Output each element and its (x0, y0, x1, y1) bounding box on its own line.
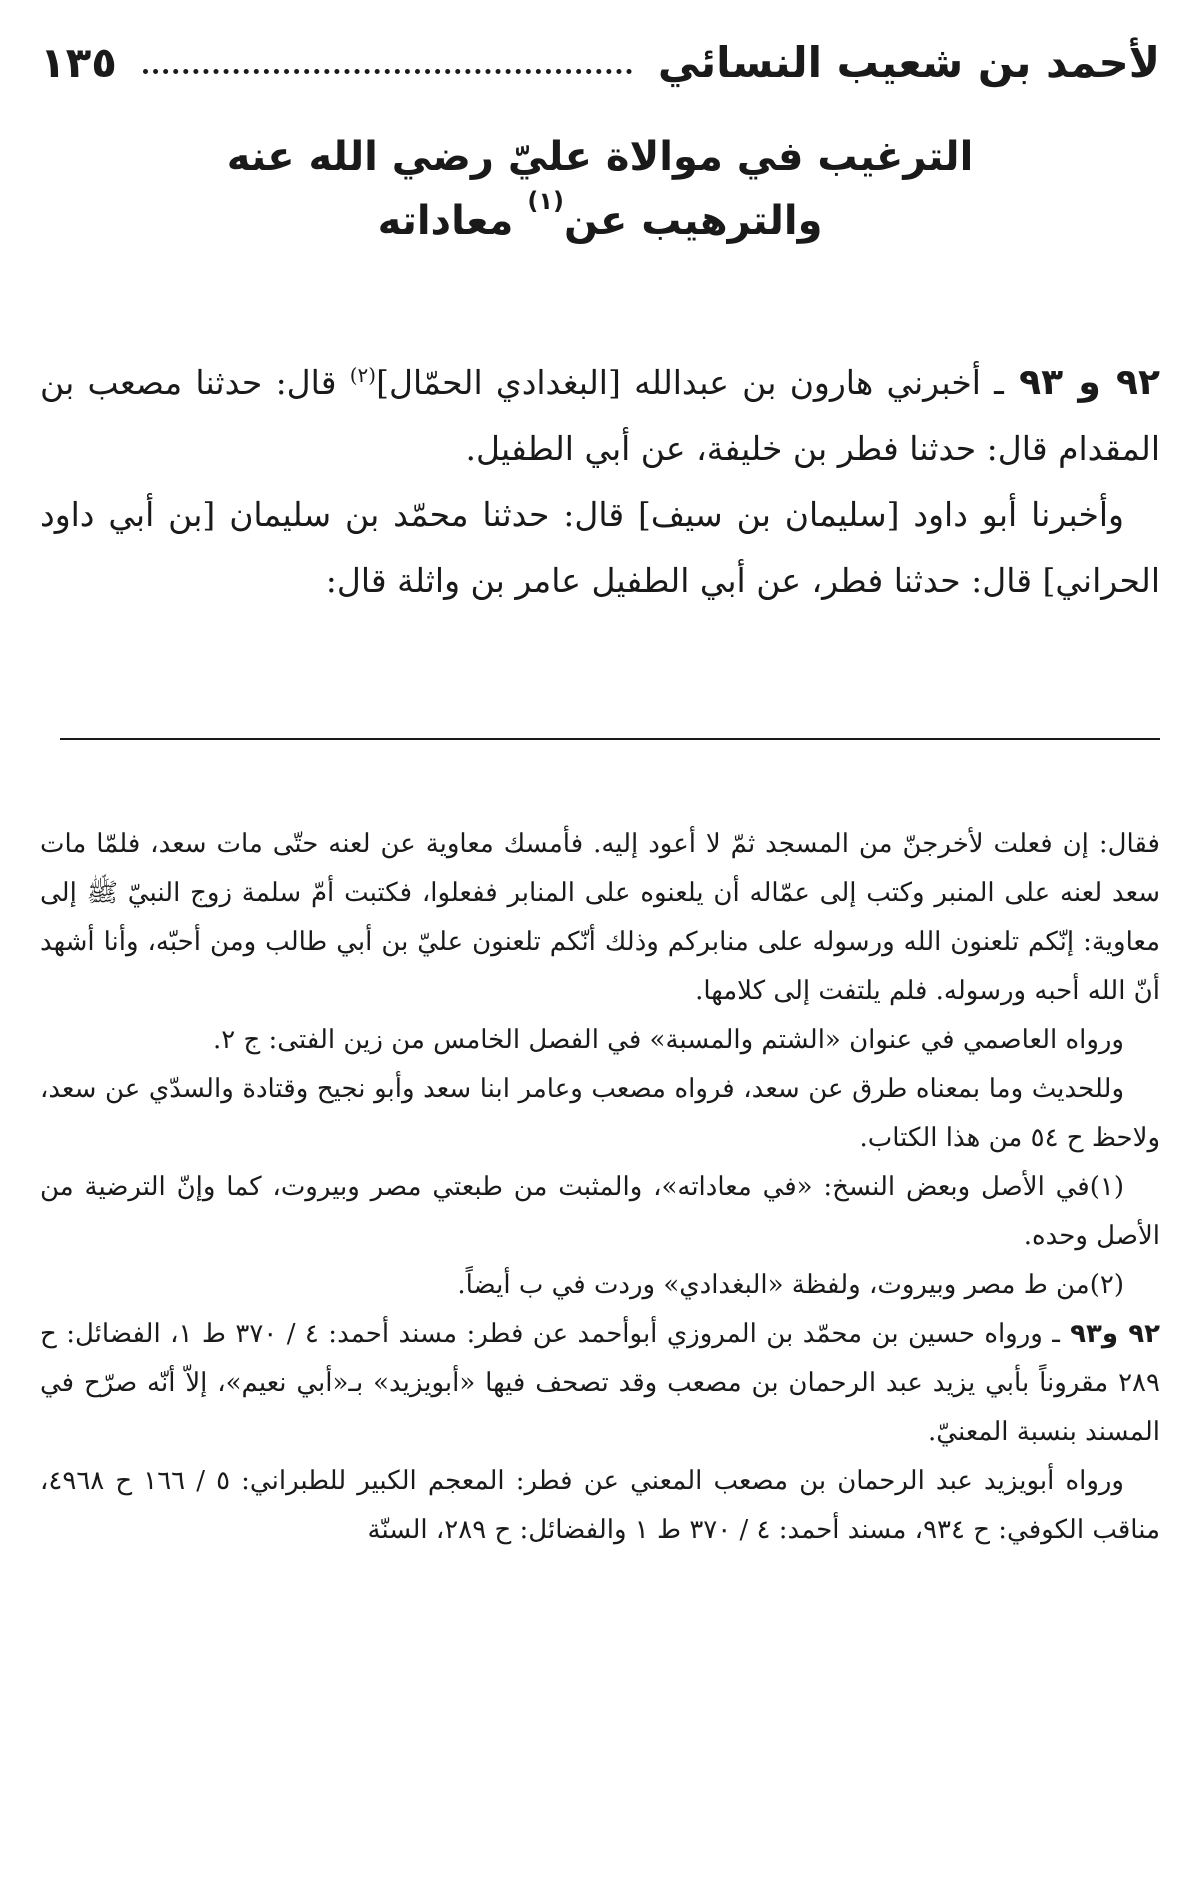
header-dotted-leader (143, 69, 632, 74)
hadith-isnad-1a: ـ أخبرني هارون بن عبدالله [البغدادي الحمّال] (376, 363, 1004, 402)
hadith-paragraph-1 (40, 350, 1160, 482)
footnote-ref-1: (١) (527, 187, 564, 215)
footnote-takhrij-text: ـ ورواه حسين بن محمّد بن المروزي أبوأحمد عن فطر: مسند أحمد: ٤ / ٣٧٠ ط ١، الفضائل: ح ٢٨٩ مقروناً بأبي يزيد عبد الرحمان بن مصعب وقد تصحف فيها «أبويزيد» بـ«أبي نعيم»، إلاّ أنّه صرّح في المسند بنسبة المعنيّ. (40, 1319, 1160, 1447)
chapter-title-line-1: الترغيب في موالاة عليّ رضي الله عنه (226, 134, 974, 180)
footnote-1: (١)في الأصل وبعض النسخ: «في معاداته»، والمثبت من طبعتي مصر وبيروت، كما وإنّ الترضية من الأصل وحده. (40, 1172, 1160, 1251)
chapter-title-line-2-end: معاداته (377, 198, 528, 244)
chapter-title-line-2 (40, 189, 1160, 253)
hadith-paragraph-2: وأخبرنا أبو داود [سليمان بن سيف] قال: حدثنا محمّد بن سليمان [بن أبي داود الحراني] قال: حدثنا فطر، عن أبي الطفيل عامر بن واثلة قال: (40, 495, 1160, 600)
footnotes (40, 820, 1160, 1555)
hadith-number: ٩٢ و ٩٣ (1003, 362, 1160, 403)
footnote-ref-2: (٢) (349, 363, 377, 387)
running-header (40, 32, 1160, 92)
footnote-divider (60, 738, 1160, 740)
chapter-title (40, 125, 1160, 253)
footnote-continuation: فقال: إن فعلت لأخرجنّ من المسجد ثمّ لا أعود إليه. فأمسك معاوية عن لعنه حتّى مات سعد، فلمّا مات سعد لعنه على المنبر وكتب إلى عمّاله أن يلعنوه على المنابر ففعلوا، فكتبت أمّ سلمة زوج النبيّ ﷺ إلى معاوية: إنّكم تلعنون الله ورسوله على منابركم وذلك أنّكم تلعنون عليّ بن أبي طالب ومن أحبّه، وأنا أشهد أنّ الله أحبه ورسوله. فلم يلتفت إلى كلامها. (40, 829, 1160, 1006)
footnote-paragraph-asimi: ورواه العاصمي في عنوان «الشتم والمسبة» في الفصل الخامس من زين الفتى: ج ٢. (212, 1025, 1124, 1055)
footnote-takhrij-92-93 (40, 1310, 1160, 1457)
footnote-takhrij-abu-yazid: ورواه أبويزيد عبد الرحمان بن مصعب المعني عن فطر: المعجم الكبير للطبراني: ٥ / ١٦٦ ح ٤٩٦٨، مناقب الكوفي: ح ٩٣٤، مسند أحمد: ٤ / ٣٧٠ ط ١ والفضائل: ح ٢٨٩، السنّة (40, 1466, 1160, 1545)
hadith-isnad-1b: قال: حدثنا مصعب بن المقدام قال: حدثنا فطر بن خليفة، عن أبي الطفيل. (40, 363, 1160, 468)
footnote-paragraph-turuq: وللحديث وما بمعناه طرق عن سعد، فرواه مصعب وعامر ابنا سعد وأبو نجيح وقتادة والسدّي عن سعد، ولاحظ ح ٥٤ من هذا الكتاب. (40, 1074, 1160, 1153)
book-page (40, 0, 1160, 1899)
hadith-text (40, 350, 1160, 614)
footnote-2: (٢)من ط مصر وبيروت، ولفظة «البغدادي» وردت في ب أيضاً. (457, 1270, 1124, 1300)
chapter-title-line-2-start: والترهيب عن (563, 198, 823, 244)
page-number: ١٣٥ (40, 37, 117, 87)
footnote-hadith-number: ٩٢ و٩٣ (1059, 1319, 1160, 1349)
header-author: لأحمد بن شعيب النسائي (657, 37, 1160, 87)
